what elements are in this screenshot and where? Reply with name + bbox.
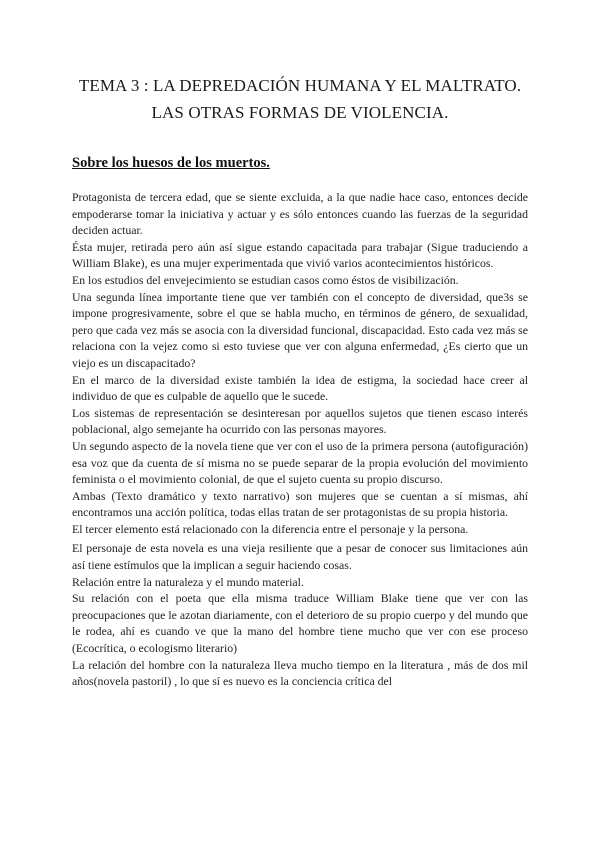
paragraph: La relación del hombre con la naturaleza lleva mucho tiempo en la literatura , más de dos mil años(novela pastoril) , lo que sí es nuevo es la conciencia crítica del	[72, 657, 528, 689]
paragraph: Ésta mujer, retirada pero aún así sigue estando capacitada para trabajar (Sigue traduciendo a William Blake), es una mujer experimentada que vivió varios acontecimientos históricos.	[72, 239, 528, 271]
paragraph: El tercer elemento está relacionado con la diferencia entre el personaje y la persona.	[72, 521, 469, 536]
paragraph: El personaje de esta novela es una vieja resiliente que a pesar de conocer sus limitaciones aún así tiene estímulos que la implican a seguir haciendo cosas.	[72, 541, 528, 573]
paragraph: Los sistemas de representación se desinteresan por aquellos sujetos que tienen escaso interés poblacional, algo semejante ha ocurrido con las personas mayores.	[72, 405, 528, 437]
paragraph: Un segundo aspecto de la novela tiene que ver con el uso de la primera persona (autofiguración) esa voz que da cuenta de sí misma no se puede separar de la propia evolución del movimiento feminista o el movimiento colonial, de que el sujeto cuenta su propio discurso.	[72, 438, 528, 487]
paragraph: Protagonista de tercera edad, que se siente excluida, a la que nadie hace caso, entonces decide empoderarse tomar la iniciativa y actuar y es sólo entonces cuando las fuerzas de la seguridad deciden actuar.	[72, 190, 528, 238]
document-body	[72, 189, 528, 690]
paragraph: Ambas (Texto dramático y texto narrativo) son mujeres que se cuentan a sí mismas, ahí encontramos una acción política, todas ellas tratan de ser protagonistas de su propia historia.	[72, 488, 528, 520]
paragraph: En los estudios del envejecimiento se estudian casos como éstos de visibilización.	[72, 272, 459, 287]
document-title: TEMA 3 : LA DEPREDACIÓN HUMANA Y EL MALTRATO. LAS OTRAS FORMAS DE VIOLENCIA.	[78, 76, 522, 122]
section-heading: Sobre los huesos de los muertos.	[72, 155, 270, 171]
paragraph: Relación entre la naturaleza y el mundo material.	[72, 574, 304, 589]
paragraph: Una segunda línea importante tiene que ver también con el concepto de diversidad, que3s se impone progresivamente, sobre el que se habla mucho, en términos de género, de sexualidad, pero que cada vez más se asocia con la diversidad funcional, discapacidad. Esto cada vez más se relaciona con la vejez como si esto tuviese que ver con alguna enfermedad, ¿Es cierto que un viejo es un discapacitado?	[72, 289, 528, 370]
paragraph: Su relación con el poeta que ella misma traduce William Blake tiene que ver con las preocupaciones que le azotan diariamente, con el deterioro de su propio cuerpo y del mundo que le rodea, ahí es cuando ve que la mano del hombre tiene mucho que ver con ese proceso (Ecocrítica, o ecologismo literario)	[72, 591, 528, 656]
document-page	[72, 72, 528, 690]
paragraph: En el marco de la diversidad existe también la idea de estigma, la sociedad hace creer al individuo de que es culpable de aquello que le sucede.	[72, 372, 528, 404]
